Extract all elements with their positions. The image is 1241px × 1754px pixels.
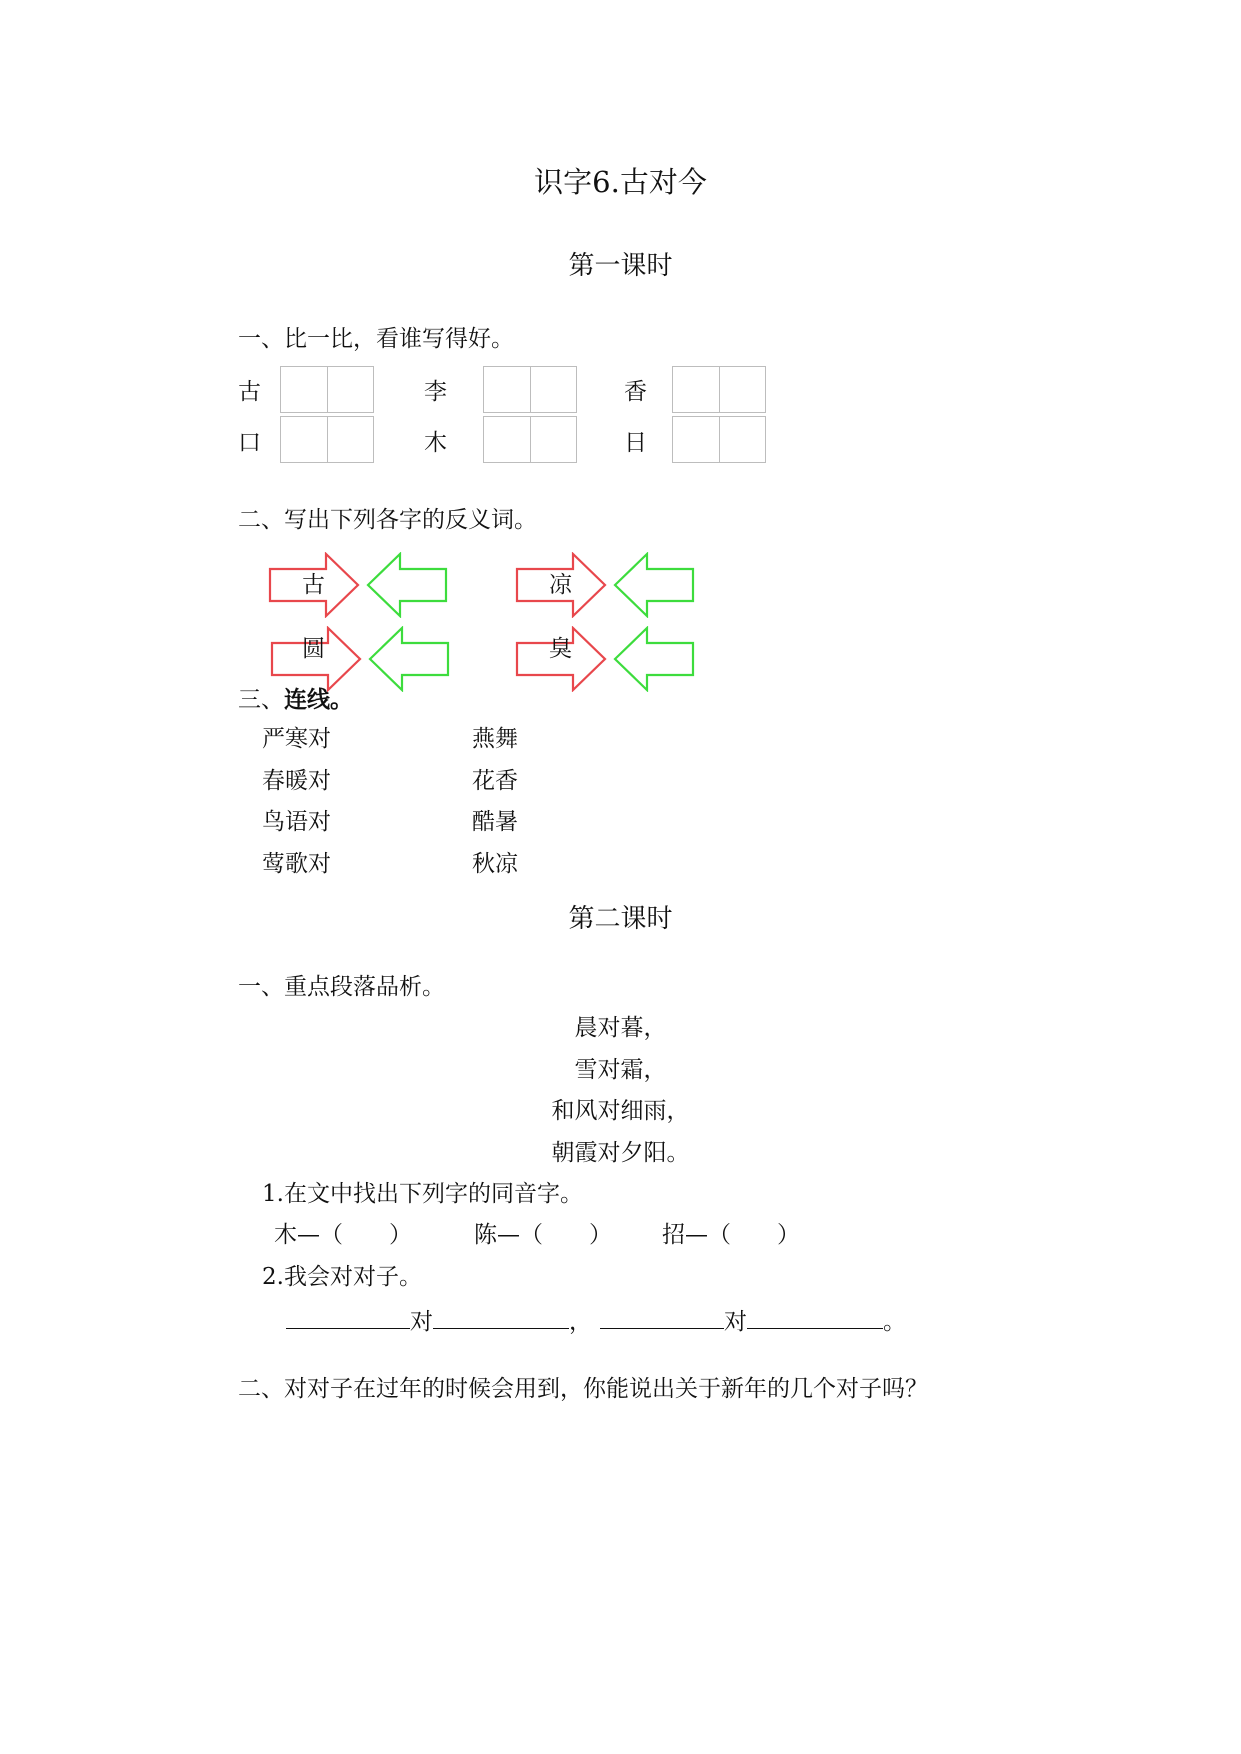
- homophone-item[interactable]: 招—（ ）: [662, 1222, 800, 1248]
- sub1-label: 1.在文中找出下列字的同音字。: [262, 1181, 583, 1207]
- writing-grid[interactable]: [483, 416, 577, 463]
- writing-grid[interactable]: [672, 366, 766, 413]
- match-left-item[interactable]: 春暖对: [262, 768, 331, 794]
- compare-char: 日: [624, 430, 647, 456]
- compare-char: 香: [624, 379, 647, 405]
- lesson1-heading: 第一课时: [568, 251, 673, 281]
- sub2-label: 2.我会对对子。: [262, 1264, 422, 1290]
- compare-char: 古: [238, 379, 261, 405]
- l2-q2-label: 二、对对子在过年的时候会用到，你能说出关于新年的几个对子吗？: [238, 1376, 928, 1402]
- blank-field[interactable]: [600, 1306, 724, 1329]
- compare-char: 木: [424, 430, 447, 456]
- match-right-item[interactable]: 酷暑: [472, 809, 518, 835]
- writing-grid[interactable]: [672, 416, 766, 463]
- match-right-item[interactable]: 秋凉: [472, 851, 518, 877]
- writing-grid[interactable]: [483, 366, 577, 413]
- q3-label: [238, 688, 353, 712]
- left-arrow-icon[interactable]: [609, 552, 705, 618]
- compare-char: 口: [238, 430, 261, 456]
- homophone-item[interactable]: 陈—（ ）: [474, 1222, 612, 1248]
- writing-grid[interactable]: [280, 366, 374, 413]
- comma-text: ，: [569, 1309, 592, 1335]
- lesson2-heading: 第二课时: [568, 904, 673, 934]
- match-left-item[interactable]: 严寒对: [262, 726, 331, 752]
- poem-line: 和风对细雨，: [551, 1098, 690, 1124]
- match-left-item[interactable]: 鸟语对: [262, 809, 331, 835]
- q3-label-prefix: 三、: [238, 687, 284, 713]
- blank-field[interactable]: [433, 1306, 569, 1329]
- homophone-item[interactable]: 木—（ ）: [274, 1222, 412, 1248]
- dui-text: 对: [410, 1309, 433, 1335]
- antonym-char: 古: [302, 572, 325, 598]
- antonym-char: 凉: [549, 572, 572, 598]
- poem-line: 朝霞对夕阳。: [551, 1140, 690, 1166]
- match-right-item[interactable]: 燕舞: [472, 726, 518, 752]
- blank-field[interactable]: [286, 1306, 410, 1329]
- match-left-item[interactable]: 莺歌对: [262, 851, 331, 877]
- match-right-item[interactable]: 花香: [472, 768, 518, 794]
- left-arrow-icon[interactable]: [362, 552, 458, 618]
- writing-grid[interactable]: [280, 416, 374, 463]
- left-arrow-icon[interactable]: [364, 626, 460, 692]
- page-title: 识字6.古对今: [534, 165, 707, 199]
- left-arrow-icon[interactable]: [609, 626, 705, 692]
- dui-text: 对: [724, 1309, 747, 1335]
- poem-line: 晨对暮，: [574, 1015, 667, 1041]
- q3-label-bold: 连线。: [284, 686, 353, 713]
- blank-field[interactable]: [747, 1306, 883, 1329]
- q1-label: 一、比一比，看谁写得好。: [238, 326, 514, 352]
- period-text: 。: [883, 1309, 906, 1335]
- compare-char: 李: [424, 379, 447, 405]
- antonym-char: 臭: [549, 636, 572, 662]
- q2-label: 二、写出下列各字的反义词。: [238, 507, 537, 533]
- l2-q1-label: 一、重点段落品析。: [238, 974, 445, 1000]
- couplet-fill-line: [286, 1306, 906, 1334]
- poem-line: 雪对霜，: [574, 1057, 667, 1083]
- antonym-char: 圆: [302, 636, 325, 662]
